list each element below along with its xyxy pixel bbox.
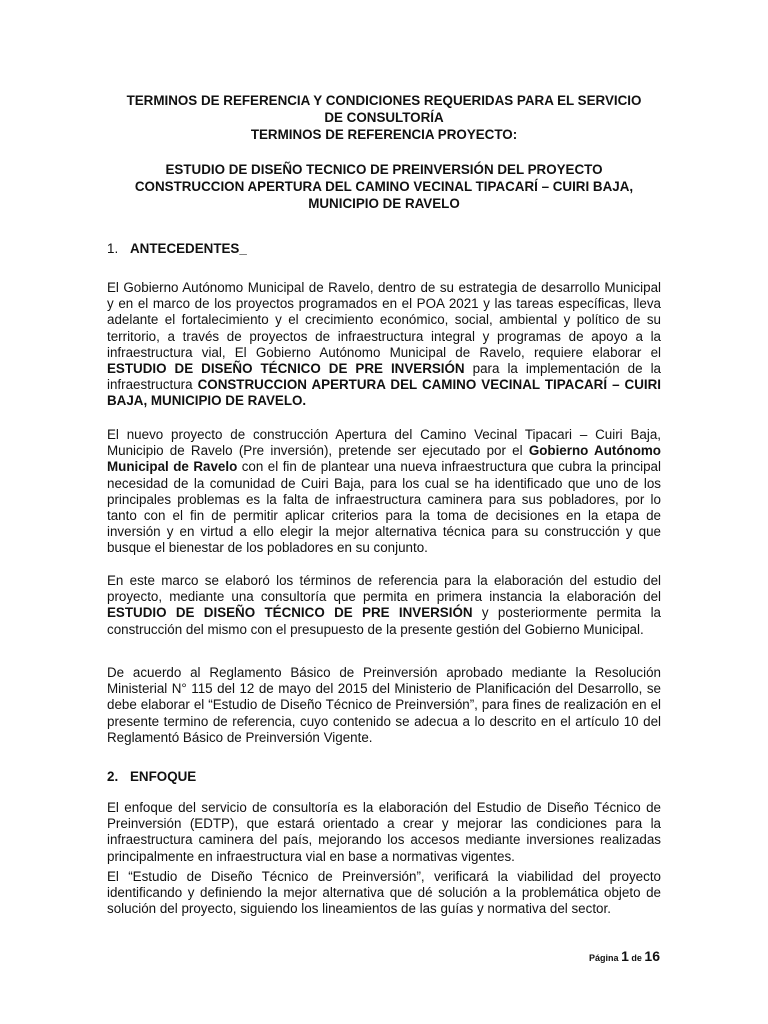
section-number: 2. [107, 769, 119, 784]
paragraph-antecedentes-4: De acuerdo al Reglamento Básico de Preinversión aprobado mediante la Resolución Ministerial N° 115 del 12 de mayo del 2015 del Ministerio de Planificación del Desarrollo, se debe elaborar el “Estudio de Diseño Técnico de Preinversión”, para fines de realización en el presente termino de referencia, cuyo contenido se adecua a lo descrito en el artículo 10 del Reglamentó Básico de Preinversión Vigente. [107, 665, 661, 745]
title-line-3: TERMINOS DE REFERENCIA PROYECTO: [250, 127, 518, 142]
paragraph-text: El Gobierno Autónomo Municipal de Ravelo, dentro de su estrategia de desarrollo Municipal y en el marco de los proyectos programados en el POA 2021 y las tareas específicas, lleva adelante el fortalecimiento y el crecimiento económico, social, ambiental y político de su territorio, a través de proyectos de infraestructura integral y programas de apoyo a la infraestructura vial, El Gobierno Autónomo Municipal de Ravelo, requiere elaborar el [107, 280, 661, 360]
paragraph-antecedentes-1 [107, 280, 661, 410]
paragraph-bold-text: CONSTRUCCION APERTURA DEL CAMINO VECINAL TIPACARÍ – CUIRI BAJA, MUNICIPIO DE RAVELO. [107, 377, 661, 409]
page-footer [589, 948, 660, 964]
paragraph-bold-text: ESTUDIO DE DISEÑO TÉCNICO DE PRE INVERSIÓN [107, 361, 465, 377]
paragraph-bold-text: ESTUDIO DE DISEÑO TÉCNICO DE PRE INVERSIÓN [107, 605, 473, 621]
paragraph-text: con el fin de plantear una nueva infraestructura que cubra la principal necesidad de la comunidad de Cuiri Baja, para los cual se ha identificado que uno de los principales problemas es la falta de infraestructura caminera para sus pobladores, por lo tanto con el fin de permitir aplicar criterios para la toma de decisiones en la etapa de inversión y en virtud a ello elegir la mejor alternativa técnica para su construcción y que busque el bienestar de los pobladores en su conjunto. [107, 459, 661, 556]
page-number: 1 [621, 948, 629, 964]
paragraph-antecedentes-2 [107, 427, 661, 557]
page-label: Página [589, 953, 619, 963]
document-title [90, 92, 678, 143]
of-label: de [631, 953, 642, 963]
section-number: 1. [107, 241, 119, 256]
paragraph-text: En este marco se elaboró los términos de referencia para la elaboración del estudio del proyecto, mediante una consultoría que permita en primera instancia la elaboración del [107, 573, 661, 605]
paragraph-text: y posteriormente permita la construcción del mismo con el presupuesto de la presente gestión del Gobierno Municipal. [107, 605, 662, 637]
project-title-line-3: MUNICIPIO DE RAVELO [308, 196, 460, 211]
section-underscore: _ [239, 241, 247, 256]
paragraph-antecedentes-3 [107, 573, 661, 638]
paragraph-bold-text: Gobierno Autónomo Municipal de Ravelo [107, 443, 661, 475]
section-heading-enfoque [107, 768, 196, 785]
project-title [90, 161, 678, 212]
paragraph-text: El nuevo proyecto de construcción Apertura del Camino Vecinal Tipacari – Cuiri Baja, Municipio de Ravelo (Pre inversión), pretende ser ejecutado por el [107, 427, 661, 459]
title-line-1: TERMINOS DE REFERENCIA Y CONDICIONES REQUERIDAS PARA EL SERVICIO [126, 93, 642, 108]
project-title-line-1: ESTUDIO DE DISEÑO TECNICO DE PREINVERSIÓN DEL PROYECTO [165, 162, 603, 177]
project-title-line-2: CONSTRUCCION APERTURA DEL CAMINO VECINAL TIPACARÍ – CUIRI BAJA, [134, 179, 634, 194]
paragraph-enfoque-1: El enfoque del servicio de consultoría es la elaboración del Estudio de Diseño Técnico de Preinversión (EDTP), que estará orientado a crear y mejorar las condiciones para la infraestructura caminera del país, mejorando los accesos mediante inversiones realizadas principalmente en infraestructura vial en base a normativas vigentes. [107, 800, 661, 864]
paragraph-enfoque-2: El “Estudio de Diseño Técnico de Preinversión”, verificará la viabilidad del proyecto identificando y definiendo la mejor alternativa que dé solución a la problemática objeto de solución del proyecto, siguiendo los lineamientos de las guías y normativa del sector. [107, 869, 661, 917]
paragraph-text: para la implementación de la infraestructura [107, 361, 662, 393]
title-line-2: DE CONSULTORÍA [324, 110, 444, 125]
page-total: 16 [644, 948, 660, 964]
section-label: ENFOQUE [130, 769, 197, 784]
section-label: ANTECEDENTES [130, 241, 240, 256]
section-heading-antecedentes [107, 240, 247, 257]
